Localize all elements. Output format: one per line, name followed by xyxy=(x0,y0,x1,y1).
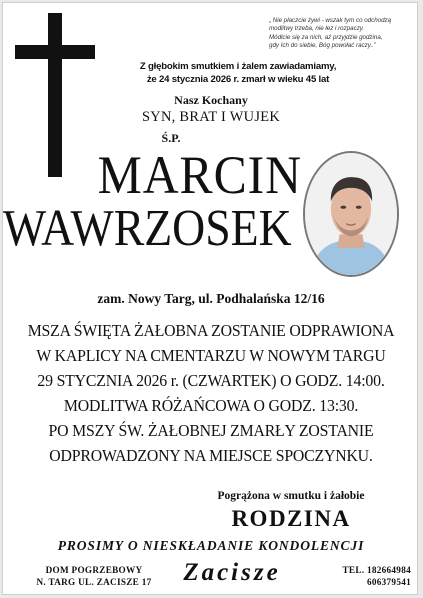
portrait-photo xyxy=(303,151,399,277)
epithet: Nasz Kochany xyxy=(174,93,248,107)
funeral-home-address: N. TARG UL. ZACISZE 17 xyxy=(36,577,152,587)
poem-line: modlitwy trzeba, nie łez i rozpaczy. xyxy=(269,25,365,33)
family-signature: RODZINA xyxy=(231,506,351,531)
poem-line: „ Nie płaczcie żywi - wszak tym co odchodzą xyxy=(269,17,392,24)
poem xyxy=(269,17,409,51)
mass-information xyxy=(3,318,418,468)
funeral-home-logo: Zacisze xyxy=(183,559,281,586)
poem-line: Módlcie się za nich, aż przyjdzie godzina, xyxy=(269,33,383,41)
funeral-home-info xyxy=(29,564,159,588)
relation: SYN, BRAT I WUJEK xyxy=(141,109,281,125)
obituary-notice xyxy=(2,2,418,595)
mass-line: MODLITWA RÓŻAŃCOWA O GODZ. 13:30. xyxy=(63,396,359,415)
announcement-intro xyxy=(123,60,353,86)
mass-line: PO MSZY ŚW. ŻAŁOBNEJ ZMARŁY ZOSTANIE xyxy=(48,421,374,440)
poem-line: gdy Ich do siebie, Bóg powołać raczy..” xyxy=(269,42,376,50)
mass-line: 29 STYCZNIA 2026 r. (CZWARTEK) O GODZ. 14:00. xyxy=(37,371,385,390)
condolence-request: PROSIMY O NIESKŁADANIE KONDOLENCJI xyxy=(57,538,365,553)
phone-line: TEL. 182664984 xyxy=(342,565,411,575)
first-name: MARCIN xyxy=(97,145,302,205)
sp-prefix: Ś.P. xyxy=(161,131,181,145)
mass-line: W KAPLICY NA CMENTARZU W NOWYM TARGU xyxy=(36,346,386,365)
funeral-home-phones xyxy=(311,564,411,588)
surname: WAWRZOSEK xyxy=(3,200,292,257)
funeral-home-name: DOM POGRZEBOWY xyxy=(45,565,143,575)
intro-line: że 24 stycznia 2026 r. zmarł w wieku 45 lat xyxy=(146,74,330,85)
phone-line: 606379541 xyxy=(366,577,411,587)
deceased-address: zam. Nowy Targ, ul. Podhalańska 12/16 xyxy=(97,291,325,306)
intro-line: Z głębokim smutkiem i żalem zawiadamiamy, xyxy=(139,61,337,72)
mass-line: MSZA ŚWIĘTA ŻAŁOBNA ZOSTANIE ODPRAWIONA xyxy=(27,321,395,340)
mass-line: ODPROWADZONY NA MIEJSCE SPOCZYNKU. xyxy=(49,446,373,465)
grief-line: Pogrążona w smutku i żałobie xyxy=(217,490,365,502)
